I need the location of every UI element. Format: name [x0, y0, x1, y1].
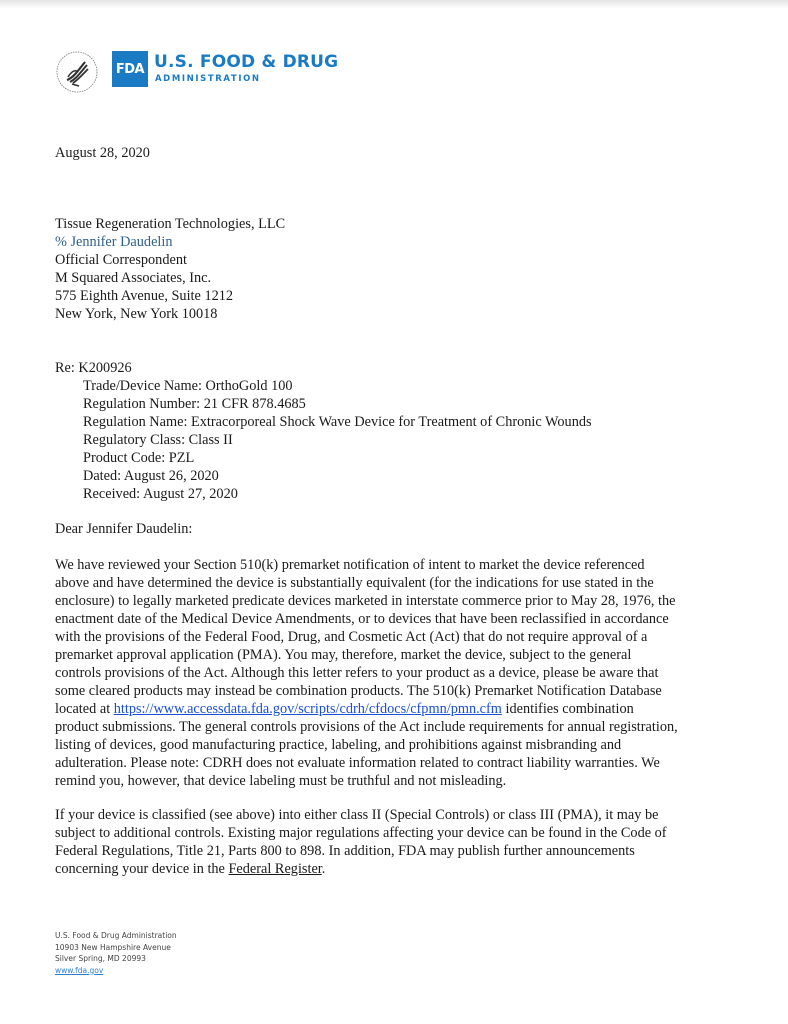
paragraph-line: If your device is classified (see above) into either class II (Special Controls) or class III (PMA), it may be [55, 807, 659, 823]
paragraph-line: controls provisions of the Act. Although this letter refers to your product as a device, please be aware that [55, 665, 659, 681]
paragraph-line: above and have determined the device is substantially equivalent (for the indications for use stated in the [55, 575, 654, 591]
footer-street: 10903 New Hampshire Avenue [55, 942, 171, 952]
paragraph-clearance [55, 556, 755, 790]
paragraph-line: listing of devices, good manufacturing practice, labeling, and prohibitions against misbranding and [55, 737, 622, 753]
re-line: Re: K200926 [55, 360, 132, 376]
footer-website-link[interactable]: www.fda.gov [55, 965, 104, 975]
re-trade-name: Trade/Device Name: OrthoGold 100 [83, 378, 293, 394]
paragraph-line: adulteration. Please note: CDRH does not evaluate information related to contract liability warranties. We [55, 755, 660, 771]
paragraph-line: Federal Regulations, Title 21, Parts 800 to 898. In addition, FDA may publish further announcements [55, 843, 635, 859]
line-prefix: concerning your device in the [55, 861, 229, 877]
paragraph-line: remind you, however, that device labeling must be truthful and not misleading. [55, 773, 507, 789]
paragraph-line: We have reviewed your Section 510(k) premarket notification of intent to market the device referenced [55, 557, 645, 573]
re-product-code: Product Code: PZL [83, 450, 195, 466]
paragraph-line: with the provisions of the Federal Food, Drug, and Cosmetic Act (Act) that do not require approval of a [55, 629, 648, 645]
recipient-street: 575 Eighth Avenue, Suite 1212 [55, 288, 234, 304]
paragraph-line: enclosure) to legally marketed predicate devices marketed in interstate commerce prior to May 28, 1976, the [55, 593, 676, 609]
federal-register-reference: Federal Register [228, 861, 322, 877]
re-dated: Dated: August 26, 2020 [83, 468, 219, 484]
salutation: Dear Jennifer Daudelin: [55, 521, 193, 537]
pmn-database-link[interactable]: https://www.accessdata.fda.gov/scripts/cdrh/cfdocs/cfpmn/pmn.cfm [113, 701, 502, 717]
footer-city: Silver Spring, MD 20993 [55, 954, 146, 963]
agency-name: U.S. FOOD & DRUG [154, 52, 339, 72]
recipient-city: New York, New York 10018 [55, 306, 218, 322]
paragraph-line: enactment date of the Medical Device Amendments, or to devices that have been reclassified in accordance [55, 611, 669, 627]
fda-logo-box: FDA [112, 51, 148, 87]
viewer-top-edge [0, 0, 788, 8]
re-received: Received: August 27, 2020 [83, 486, 238, 502]
re-regulation-name: Regulation Name: Extracorporeal Shock Wave Device for Treatment of Chronic Wounds [83, 414, 592, 430]
agency-subtitle: ADMINISTRATION [155, 74, 261, 84]
recipient-firm: M Squared Associates, Inc. [55, 270, 212, 286]
recipient-care-of: % Jennifer Daudelin [55, 234, 173, 250]
paragraph-line: subject to additional controls. Existing major regulations affecting your device can be found in the Code of [55, 825, 667, 841]
paragraph-line: premarket approval application (PMA). You may, therefore, market the device, subject to the general [55, 647, 632, 663]
letter-date: August 28, 2020 [55, 145, 150, 161]
recipient-title: Official Correspondent [55, 252, 187, 268]
paragraph-controls [55, 806, 755, 878]
paragraph-line [55, 860, 755, 878]
line-suffix: . [321, 861, 326, 877]
re-regulation-number: Regulation Number: 21 CFR 878.4685 [83, 396, 306, 412]
footer-address [55, 930, 177, 976]
link-prefix: located at [55, 701, 114, 717]
paragraph-line-with-link [55, 700, 755, 718]
re-regulatory-class: Regulatory Class: Class II [83, 432, 233, 448]
paragraph-line: product submissions. The general controls provisions of the Act include requirements for annual registration, [55, 719, 678, 735]
recipient-company: Tissue Regeneration Technologies, LLC [55, 216, 286, 232]
paragraph-line: some cleared products may instead be combination products. The 510(k) Premarket Notification Database [55, 683, 662, 699]
link-suffix: identifies combination [501, 701, 634, 717]
hhs-eagle-seal-icon [55, 50, 99, 94]
footer-org: U.S. Food & Drug Administration [55, 931, 177, 940]
